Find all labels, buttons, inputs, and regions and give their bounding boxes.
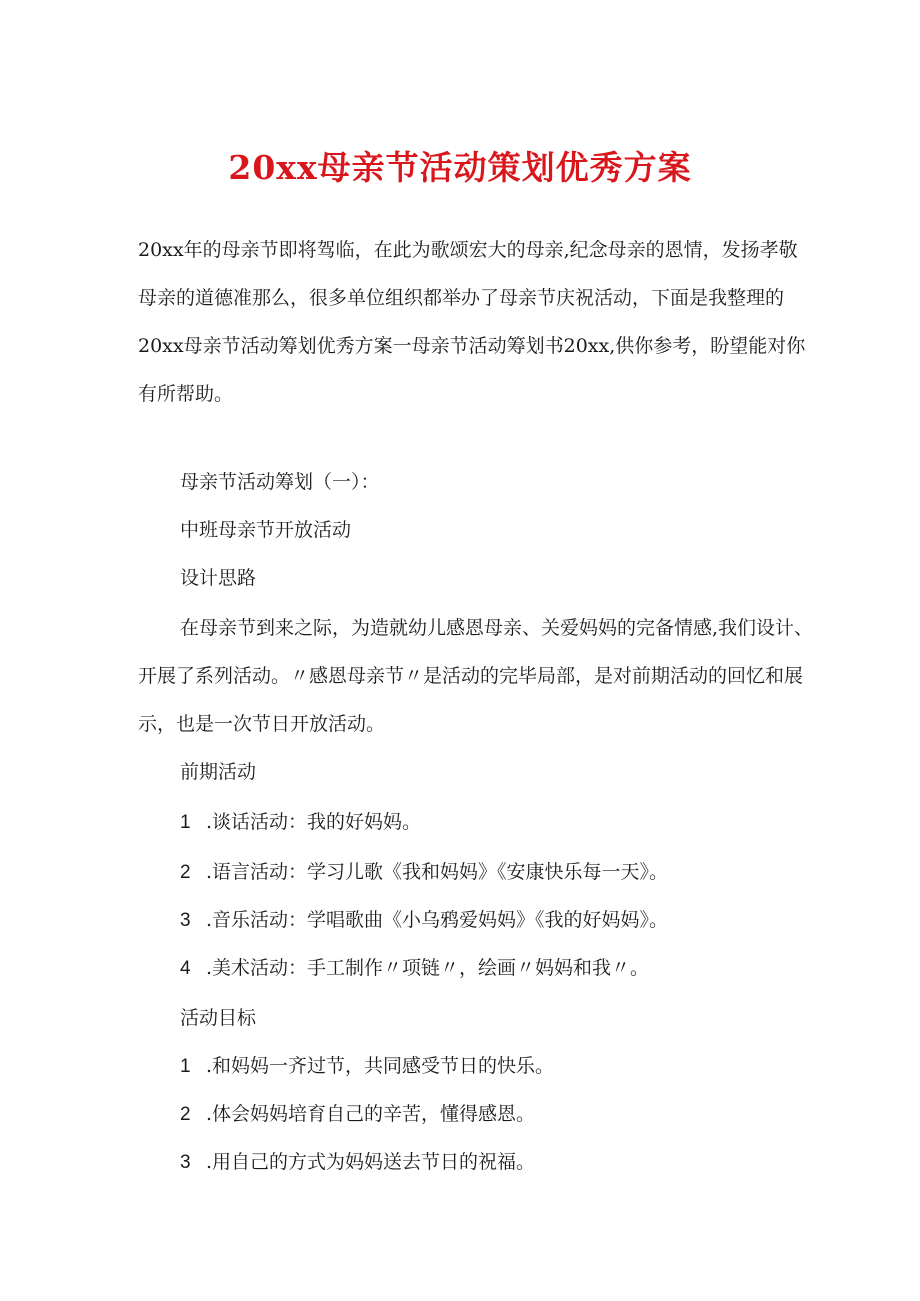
intro-paragraph	[138, 226, 806, 418]
list-item-text: .用自己的方式为妈妈送去节日的祝福。	[206, 1151, 536, 1173]
list-item-text: .谈话活动：我的好妈妈。	[206, 811, 422, 833]
list-item-number: 2	[180, 1104, 191, 1125]
list-item-text: .音乐活动：学唱歌曲《小乌鸦爱妈妈》《我的好妈妈》。	[206, 909, 669, 931]
list-item-text: .语言活动：学习儿歌《我和妈妈》《安康快乐每一天》。	[206, 861, 669, 883]
list-item-number: 3	[180, 910, 191, 931]
list-item-number: 1	[180, 1056, 191, 1077]
pre-activity-heading: 前期活动	[180, 761, 257, 783]
list-item	[180, 1042, 554, 1091]
list-item-text: .和妈妈一齐过节，共同感受节日的快乐。	[206, 1055, 555, 1077]
list-item-number: 1	[180, 812, 191, 833]
list-item-text: .美术活动：手工制作〃项链〃，绘画〃妈妈和我〃。	[206, 957, 650, 979]
design-heading: 设计思路	[180, 567, 257, 589]
design-line: 在母亲节到来之际，为造就幼儿感恩母亲、关爱妈妈的完备情感,我们设计、	[180, 617, 814, 639]
list-item-text: .体会妈妈培育自己的辛苦，懂得感恩。	[206, 1103, 536, 1125]
list-item-number: 2	[180, 862, 191, 883]
goal-heading: 活动目标	[180, 1007, 257, 1029]
section-heading: 母亲节活动筹划（一）：	[180, 471, 380, 493]
list-item	[180, 848, 668, 897]
design-paragraph	[138, 604, 814, 748]
list-item	[180, 944, 649, 993]
document-title: 20xx母亲节活动策划优秀方案	[228, 148, 692, 187]
list-item	[180, 1138, 535, 1187]
design-line: 示，也是一次节日开放活动。	[138, 713, 386, 735]
design-line: 开展了系列活动。〃感恩母亲节〃是活动的完毕局部，是对前期活动的回忆和展	[138, 665, 804, 687]
list-item	[180, 896, 668, 945]
list-item	[180, 1090, 535, 1139]
activity-name: 中班母亲节开放活动	[180, 519, 352, 541]
intro-line: 20xx年的母亲节即将驾临，在此为歌颂宏大的母亲,纪念母亲的恩情，发扬孝敬	[138, 239, 798, 261]
list-item-number: 4	[180, 958, 191, 979]
intro-line: 母亲的道德准那么，很多单位组织都举办了母亲节庆祝活动，下面是我整理的	[138, 287, 785, 309]
list-item	[180, 798, 421, 847]
intro-line: 20xx母亲节活动筹划优秀方案一母亲节活动筹划书20xx,供你参考，盼望能对你	[138, 335, 806, 357]
list-item-number: 3	[180, 1152, 191, 1173]
intro-line: 有所帮助。	[138, 383, 234, 405]
